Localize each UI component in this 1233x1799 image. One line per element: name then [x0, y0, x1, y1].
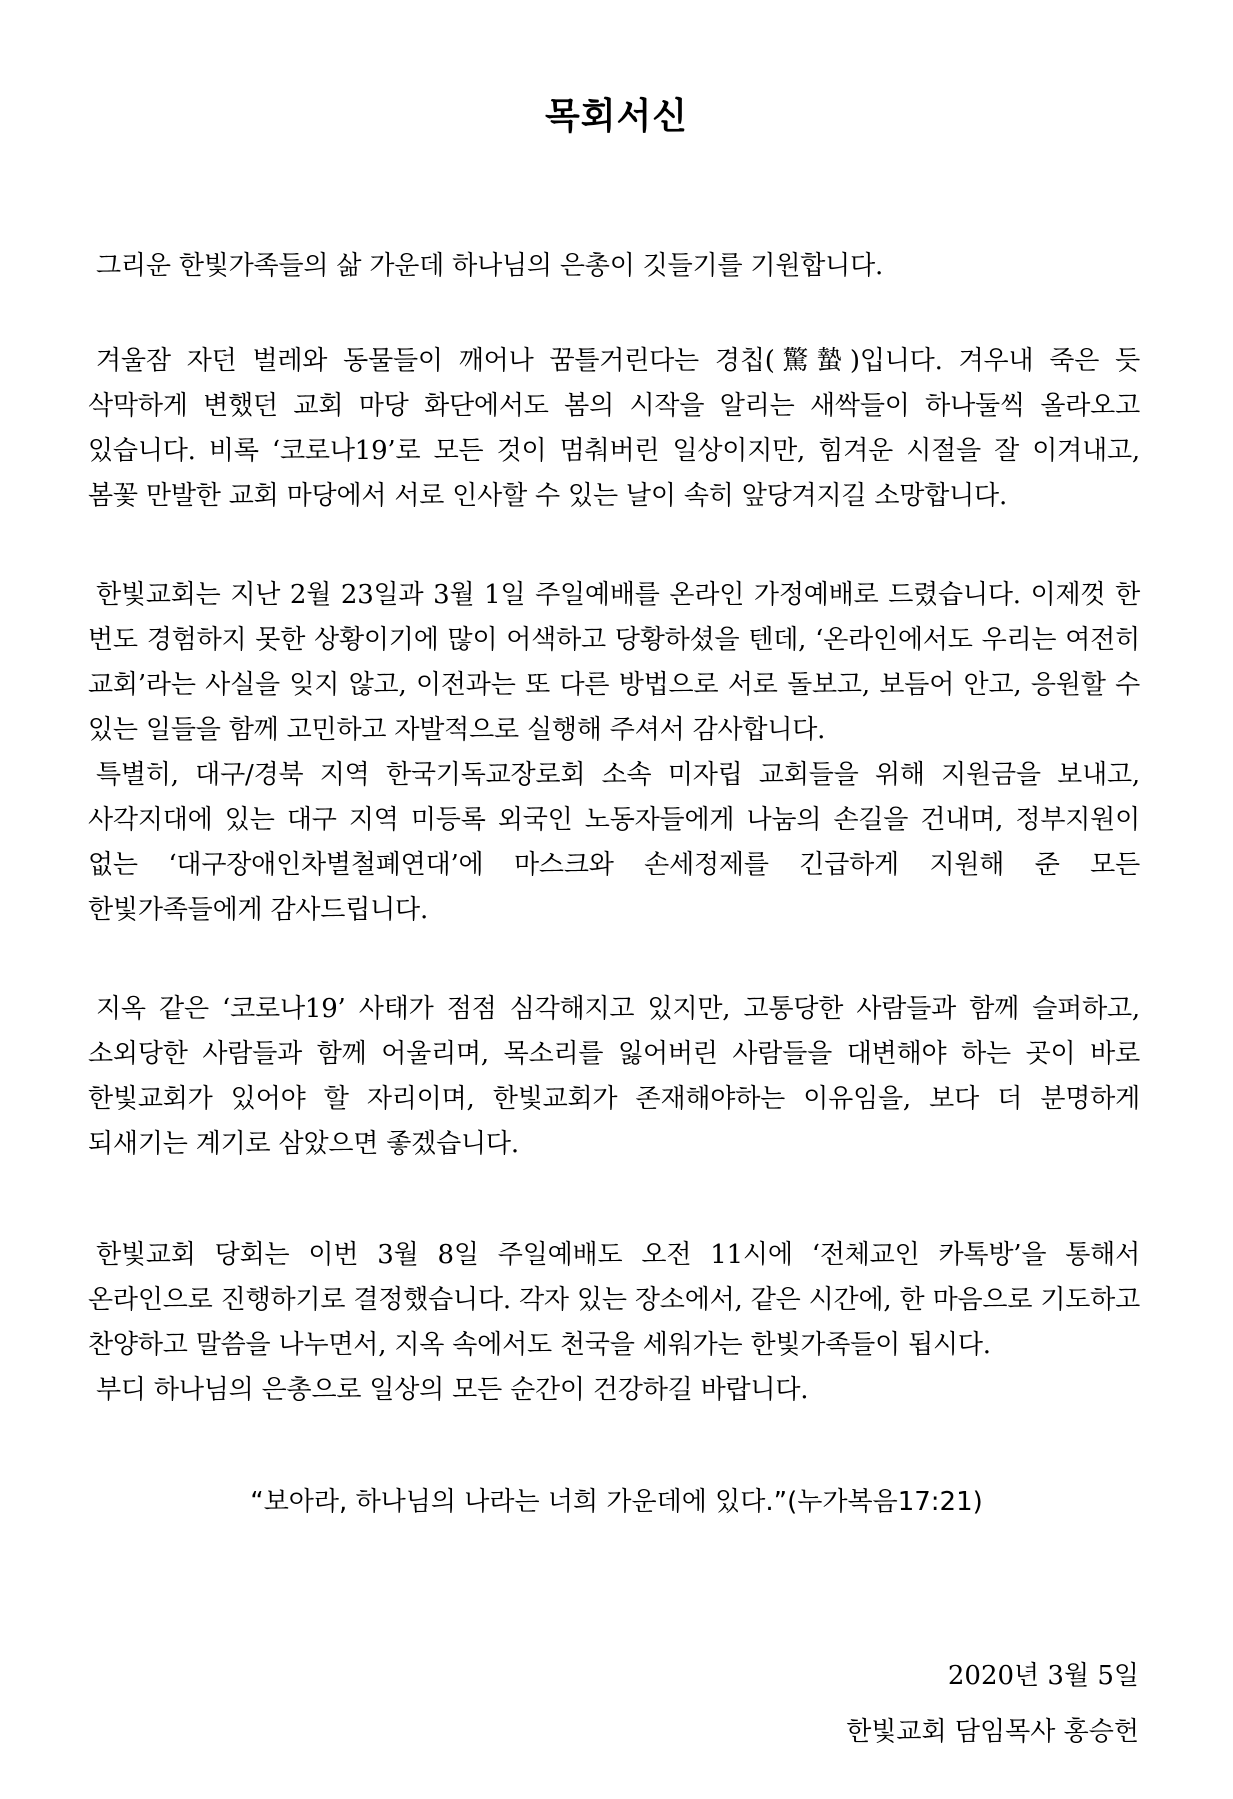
paragraph-line: 한빛교회는 지난 2월 23일과 3월 1일 주일예배를 온라인 가정예배로 드렸습니다. 이제껏 한 번도 경험하지 못한 상황이기에 많이 어색하고 당황하셨을 텐데, ‘온라인에서도 우리는 여전히 교회’라는 사실을 잊지 않고, 이전과는 또 다른 방법으로 서로 돌보고, 보듬어 안고, 응원할 수 있는 일들을 함께 고민하고 자발적으로 실행해 주셔서 감사합니다. — [88, 580, 1140, 745]
paragraph-crisis — [88, 987, 1140, 1167]
paragraph-line: 한빛교회 당회는 이번 3월 8일 주일예배도 오전 11시에 ‘전체교인 카톡방’을 통해서 온라인으로 진행하기로 결정했습니다. 각자 있는 장소에서, 같은 시간에, 한 마음으로 기도하고 찬양하고 말씀을 나누면서, 지옥 속에서도 천국을 세워가는 한빛가족들이 됩시다. — [88, 1240, 1140, 1360]
signature-date: 2020년 3월 5일 — [947, 1661, 1139, 1691]
paragraph-line: 지옥 같은 ‘코로나19’ 사태가 점점 심각해지고 있지만, 고통당한 사람들과 함께 슬퍼하고, 소외당한 사람들과 함께 어울리며, 목소리를 잃어버린 사람들을 대변해야 하는 곳이 바로 한빛교회가 있어야 할 자리이며, 한빛교회가 존재해야하는 이유임을, 보다 더 분명하게 되새기는 계기로 삼았으면 좋겠습니다. — [88, 994, 1140, 1159]
paragraph-line: 그리운 한빛가족들의 삶 가운데 하나님의 은총이 깃들기를 기원합니다. — [96, 251, 884, 281]
paragraph-decision — [88, 1233, 1140, 1413]
paragraph-line: 겨울잠 자던 벌레와 동물들이 깨어나 꿈틀거린다는 경칩(驚蟄)입니다. 겨우내 죽은 듯 삭막하게 변했던 교회 마당 화단에서도 봄의 시작을 알리는 새싹들이 하나둘씩 올라오고 있습니다. 비록 ‘코로나19’로 모든 것이 멈춰버린 일상이지만, 힘겨운 시절을 잘 이겨내고, 봄꽃 만발한 교회 마당에서 서로 인사할 수 있는 날이 속히 앞당겨지길 소망합니다. — [88, 346, 1140, 511]
paragraph-online-worship — [88, 573, 1140, 933]
letter-title: 목회서신 — [544, 96, 689, 137]
paragraph-line: 부디 하나님의 은총으로 일상의 모든 순간이 건강하길 바랍니다. — [96, 1375, 809, 1405]
signature-name: 한빛교회 담임목사 홍승헌 — [846, 1717, 1139, 1747]
paragraph-line: 특별히, 대구/경북 지역 한국기독교장로회 소속 미자립 교회들을 위해 지원금을 보내고, 사각지대에 있는 대구 지역 미등록 외국인 노동자들에게 나눔의 손길을 건내며, 정부지원이 없는 ‘대구장애인차별철폐연대’에 마스크와 손세정제를 긴급하게 지원해 준 모든 한빛가족들에게 감사드립니다. — [88, 760, 1140, 925]
bible-verse: “보아라, 하나님의 나라는 너희 가운데에 있다.”(누가복음17:21) — [250, 1487, 983, 1517]
paragraph-season — [88, 339, 1140, 519]
paragraph-greeting — [88, 244, 1140, 289]
